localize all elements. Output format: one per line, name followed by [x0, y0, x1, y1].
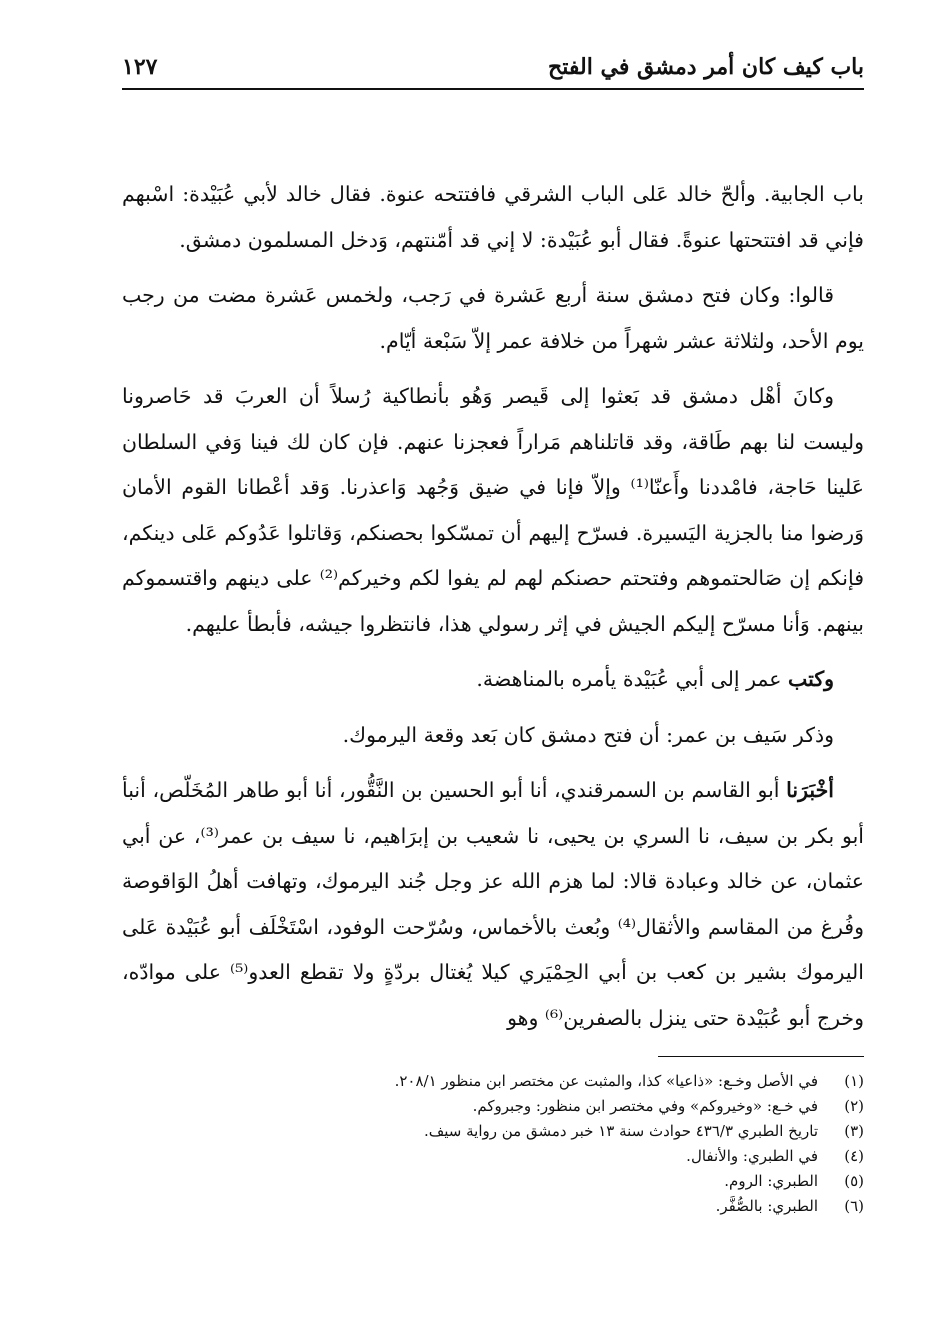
footnote — [122, 1169, 864, 1194]
footnote-text: في الطبري: والأنفال. — [686, 1147, 818, 1165]
paragraph: وذكر سَيف بن عمر: أن فتح دمشق كان بَعد وقعة اليرموك. — [342, 722, 834, 747]
page-number: ١٢٧ — [122, 54, 158, 80]
footnote-number: (٤) — [844, 1147, 864, 1165]
footnote-number: (٥) — [844, 1172, 864, 1190]
lead-word: وكتب — [788, 667, 834, 691]
footnote-number: (٣) — [844, 1122, 864, 1140]
paragraph-text: عمر إلى أبي عُبَيْدة يأمره بالمناهضة. — [476, 667, 782, 691]
footnotes — [122, 1056, 864, 1219]
paragraph-text: أبو القاسم بن السمرقندي، أنا أبو الحسين بن النَّقُّور، أنا أبو طاهر المُخَلّص، أنبأ أبو بكر بن سيف، نا السري بن يحيى، نا شعيب بن إبرَاهيم، نا سيف بن عمر⁽³⁾، عن أبي عثمان، عن خالد وعبادة قالا: لما هزم الله عز وجل جُند اليرموك، وتهافت أهلُ الوَاقوصة وفُرغ من المقاسم والأثقال⁽⁴⁾ وبُعث بالأخماس، وسُرّحت الوفود، اسْتَخْلَف أبو عُبَيْدة عَلى اليرموك بشير بن كعب بن أبي الحِمْيَري كيلا يُغتال بردّةٍ ولا تقطع العدو⁽⁵⁾ على موادّه، وخرج أبو عُبَيْدة حتى ينزل بالصفرين⁽⁶⁾ وهو — [122, 778, 864, 1030]
paragraph — [122, 768, 864, 1041]
footnote-text: تاريخ الطبري ٤٣٦/٣ حوادث سنة ١٣ خبر دمشق من رواية سيف. — [423, 1122, 818, 1140]
footnote-text: في خـع: «وخيروكم» وفي مختصر ابن منظور: وجبروكم. — [472, 1097, 818, 1115]
footnote — [122, 1194, 864, 1219]
footnote-number: (٦) — [844, 1197, 864, 1215]
main-text — [122, 172, 864, 1041]
chapter-title: باب كيف كان أمر دمشق في الفتح — [548, 54, 864, 80]
lead-word: أخْبَرَنا — [786, 778, 834, 802]
footnote — [122, 1069, 864, 1094]
footnote-number: (٢) — [844, 1097, 864, 1115]
footnote — [122, 1144, 864, 1169]
footnote-rule — [658, 1056, 864, 1057]
footnote-text: الطبري: بالصُّفَّر. — [715, 1197, 818, 1215]
paragraph — [122, 657, 864, 703]
footnote — [122, 1119, 864, 1144]
paragraph: وكانَ أهْل دمشق قد بَعثوا إلى قَيصر وَهُو بأنطاكية رُسلاً أن العربَ قد حَاصرونا وليست لنا بهم طَاقة، وقد قاتلناهم مَراراً فعجزنا عنهم. فإن كان لك فينا وَفي السلطان عَلينا حَاجة، فامْددنا وأَعنّا⁽¹⁾ وإلاّ فإنا في ضيق وَجُهد وَاعذرنا. وَقد أعْطانا القوم الأمان وَرضوا منا بالجزية اليَسيرة. فسرّح إليهم أن تمسّكوا بحصنكم، وَقاتلوا عَدُوكم عَلى دينكم، فإنكم إن صَالحتموهم وفتحتم حصنكم لهم لم يفوا لكم وخيركم⁽²⁾ على دينهم واقتسموكم بينهم. وَأنا مسرّح إليكم الجيش في إثر رسولي هذا، فانتظروا جيشه، فأبطأ عليهم. — [122, 384, 865, 636]
footnote-text: في الأصل وخـع: «ذاعيا» كذا، والمثبت عن مختصر ابن منظور ٢٠٨/١. — [394, 1072, 818, 1090]
running-header — [122, 48, 864, 90]
paragraph: باب الجابية. وألحّ خالد عَلى الباب الشرقي فافتتحه عنوة. فقال خالد لأبي عُبَيْدة: اسْبهم فإني قد افتتحتها عنوةً. فقال أبو عُبَيْدة: لا إني قد أمّنتهم، وَدخل المسلمون دمشق. — [122, 182, 864, 252]
footnote-text: الطبري: الروم. — [724, 1172, 818, 1190]
footnote-number: (١) — [844, 1072, 864, 1090]
paragraph: قالوا: وكان فتح دمشق سنة أربع عَشرة في رَجب، ولخمس عَشرة مضت من رجب يوم الأحد، ولثلاثة عشر شهراً من خلافة عمر إلاّ سَبْعة أيّام. — [122, 283, 864, 353]
footnote — [122, 1094, 864, 1119]
book-page — [122, 48, 864, 1051]
